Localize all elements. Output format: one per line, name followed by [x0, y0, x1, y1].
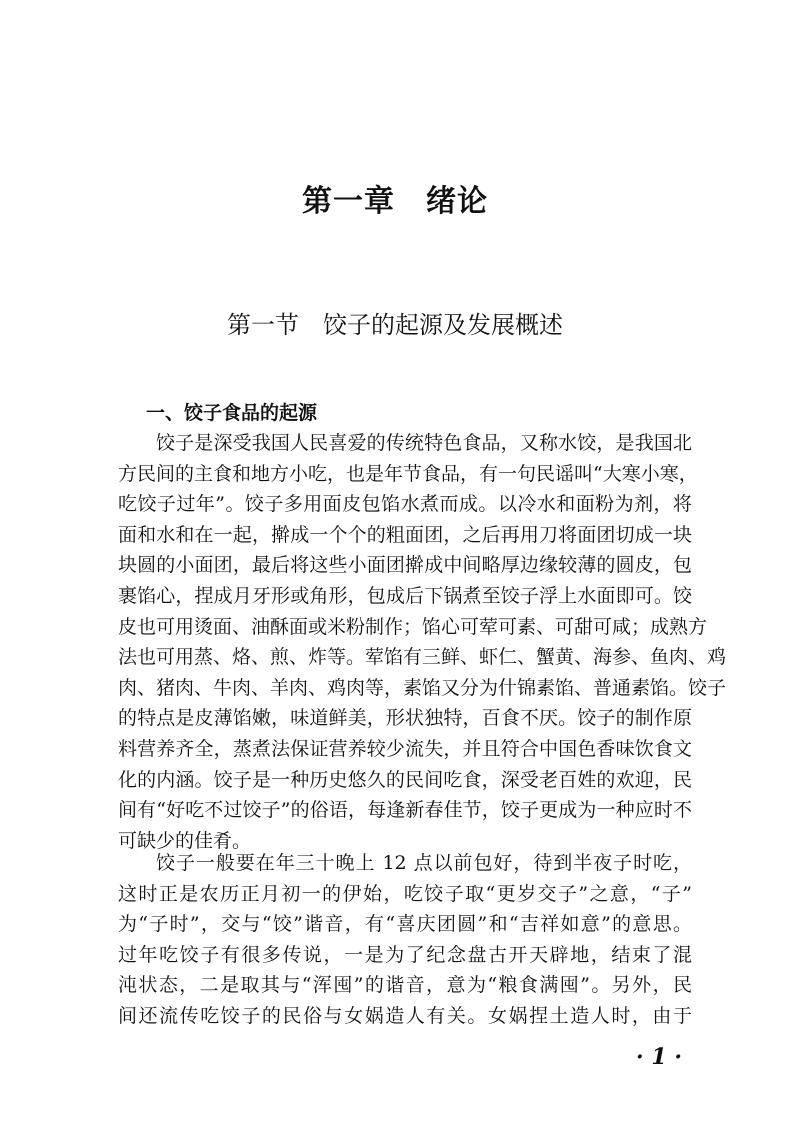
paragraph-line: 料营养齐全，蒸煮法保证营养较少流失，并且符合中国色香味饮食文: [118, 737, 692, 760]
paragraph-line: 饺子一般要在年三十晚上 12 点以前包好，待到半夜子时吃，: [156, 852, 692, 874]
paragraph-line: 过年吃饺子有很多传说，一是为了纪念盘古开天辟地，结束了混: [118, 943, 692, 966]
paragraph-line: 间还流传吃饺子的民俗与女娲造人有关。女娲捏土造人时，由于: [118, 1004, 692, 1027]
page-number: · 1 ·: [636, 1044, 682, 1070]
paragraph-line: 化的内涵。饺子是一种历史悠久的民间吃食，深受老百姓的欢迎，民: [118, 768, 692, 791]
paragraph-line: 为“子时”，交与“饺”谐音，有“喜庆团圆”和“吉祥如意”的意思。: [118, 913, 692, 936]
subsection-title: 一、饺子食品的起源: [146, 402, 318, 424]
paragraph-line: 吃饺子过年”。饺子多用面皮包馅水煮而成。以冷水和面粉为剂，将: [118, 493, 692, 516]
paragraph-line: 方民间的主食和地方小吃，也是年节食品，有一句民谣叫“大寒小寒，: [118, 462, 698, 485]
paragraph-line: 沌状态，二是取其与“浑囤”的谐音，意为“粮食满囤”。另外，民: [118, 974, 692, 997]
paragraph-line: 这时正是农历正月初一的伊始，吃饺子取“更岁交子”之意，“子”: [118, 882, 692, 905]
paragraph-line: 块圆的小面团，最后将这些小面团擀成中间略厚边缘较薄的圆皮，包: [118, 554, 692, 577]
paragraph-line: 肉、猪肉、牛肉、羊肉、鸡肉等，素馅又分为什锦素馅、普通素馅。饺子: [118, 676, 727, 699]
paragraph-line: 裹馅心，捏成月牙形或角形，包成后下锅煮至饺子浮上水面即可。饺: [118, 584, 692, 607]
section-title: 第一节 饺子的起源及发展概述: [227, 311, 563, 339]
paragraph-1: [118, 428, 727, 856]
paragraph-2: [118, 848, 692, 1032]
paragraph-line: 可缺少的佳肴。: [118, 829, 252, 852]
paragraph-line: 的特点是皮薄馅嫩，味道鲜美，形状独特，百食不厌。饺子的制作原: [118, 707, 692, 730]
paragraph-line: 皮也可用烫面、油酥面或米粉制作；馅心可荤可素、可甜可咸；成熟方: [118, 615, 708, 638]
paragraph-line: 法也可用蒸、烙、煎、炸等。荤馅有三鲜、虾仁、蟹黄、海参、鱼肉、鸡: [118, 646, 727, 669]
chapter-title: 第一章 绪论: [302, 184, 488, 219]
paragraph-line: 饺子是深受我国人民喜爱的传统特色食品，又称水饺，是我国北: [156, 432, 692, 454]
paragraph-line: 间有“好吃不过饺子”的俗语，每逢新春佳节，饺子更成为一种应时不: [118, 799, 692, 822]
paragraph-line: 面和水和在一起，擀成一个个的粗面团，之后再用刀将面团切成一块: [118, 523, 692, 546]
